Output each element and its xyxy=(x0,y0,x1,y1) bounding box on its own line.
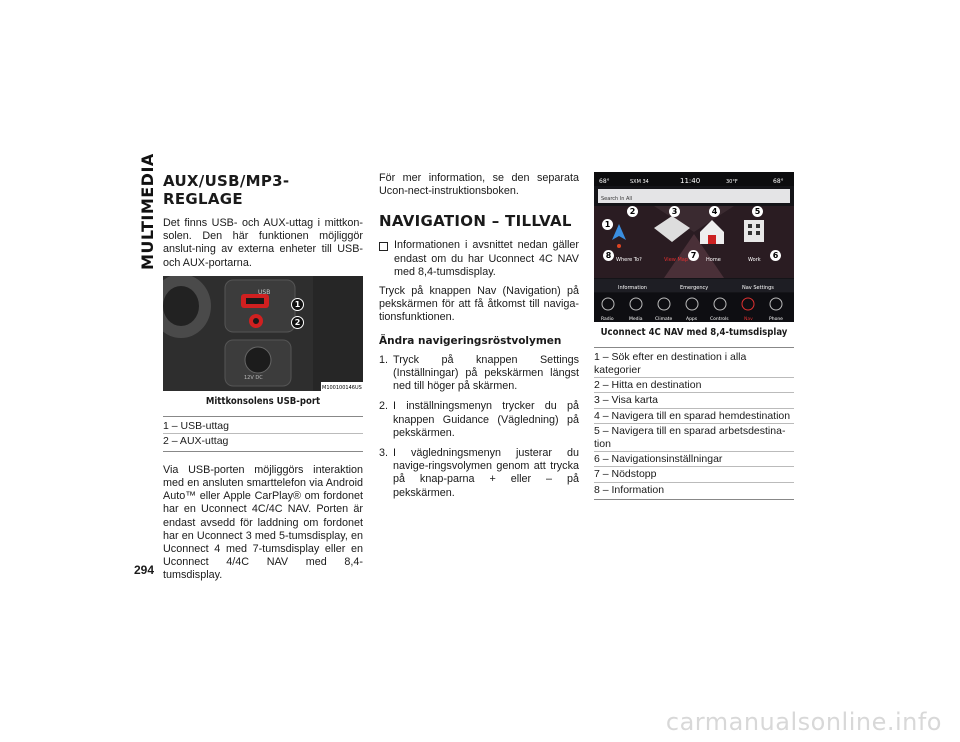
legend-item: 7 – Nödstopp xyxy=(594,467,794,482)
clock: 11:40 xyxy=(680,177,701,185)
dock-phone: Phone xyxy=(769,317,783,322)
nav-note-text: Informationen i avsnittet nedan gäller endast om du har Uconnect 4C NAV med 8,4-tumsdisplay. xyxy=(394,239,579,278)
column-3 xyxy=(594,172,794,512)
legend-item: 8 – Information xyxy=(594,483,665,496)
legend-item: 3 – Visa karta xyxy=(594,393,794,408)
outside-temp: 30°F xyxy=(726,179,738,185)
temp-right: 68° xyxy=(773,178,784,185)
step-item: 3. I vägledningsmenyn justerar du navige-ringsvolymen genom att trycka på knap-parna + eller – på pekskärmen. xyxy=(379,447,579,499)
aux-usb-heading: AUX/USB/MP3-REGLAGE xyxy=(163,172,290,208)
dock-media: Media xyxy=(629,317,643,322)
usb-port-figure xyxy=(163,276,363,391)
bar-emergency: Emergency xyxy=(680,285,709,291)
column-1 xyxy=(163,172,363,589)
legend-item: 5 – Navigera till en sparad arbetsdestina-tion xyxy=(594,424,794,452)
dock-climate: Climate xyxy=(655,317,673,322)
nav-legend xyxy=(594,347,794,500)
tile-work: Work xyxy=(748,257,761,263)
power-outlet-label: 12V DC xyxy=(244,374,263,381)
search-field: Search In All xyxy=(601,196,633,202)
tile-view-map: View Map xyxy=(664,257,689,263)
tile-home: Home xyxy=(706,257,721,263)
temp-left: 68° xyxy=(599,178,610,185)
callout-2: 2 xyxy=(291,316,304,329)
dock-controls: Controls xyxy=(710,317,729,322)
legend-item: 6 – Navigationsinställningar xyxy=(594,452,794,467)
bar-information: Information xyxy=(618,285,647,291)
usb-body: Via USB-porten möjliggörs interaktion med en ansluten smarttelefon via Android Auto™ eller Apple CarPlay® om fordonet har en Uconnect 4C/4C NAV. Porten är endast avsedd för laddning om fordonet har en Uconnect 3 med 5-tumsdisplay, en Uconnect 4 med 7-tumsdisplay eller en Uconnect 4/4C NAV med 8,4-tumsdisplay. xyxy=(163,463,363,582)
voice-volume-subheading: Ändra navigeringsröstvolymen xyxy=(379,334,562,347)
legend-item: 1 – USB-uttag xyxy=(163,419,363,434)
more-info-text: För mer information, se den separata Ucon-nect-instruktionsboken. xyxy=(379,172,579,198)
uconnect-screen-figure xyxy=(594,172,794,322)
nav-note xyxy=(379,239,579,279)
callout-7: 7 xyxy=(688,250,699,261)
callout-4: 4 xyxy=(709,206,720,217)
legend-item: 4 – Navigera till en sparad hemdestination xyxy=(594,409,794,424)
usb-symbol-label: USB xyxy=(258,288,271,296)
tile-where-to: Where To? xyxy=(616,257,642,263)
watermark: carmanualsonline.info xyxy=(665,708,942,736)
callout-1: 1 xyxy=(291,298,304,311)
callout-1: 1 xyxy=(602,219,613,230)
bullet-box-icon xyxy=(379,242,388,251)
navigation-heading: NAVIGATION – TILLVAL xyxy=(379,212,572,231)
bar-nav-settings: Nav Settings xyxy=(742,285,774,291)
nav-access-text: Tryck på knappen Nav (Navigation) på pekskärmen för att få åtkomst till naviga-tionsfunktionen. xyxy=(379,285,579,324)
dock-radio: Radio xyxy=(601,317,614,322)
callout-8: 8 xyxy=(603,250,614,261)
usb-figure-caption: Mittkonsolens USB-port xyxy=(205,395,321,407)
figure-code: M100100146US xyxy=(321,382,363,391)
radio-station: SXM 34 xyxy=(630,179,649,185)
callout-2: 2 xyxy=(627,206,638,217)
section-tab-label: MULTIMEDIA xyxy=(138,153,157,270)
callout-5: 5 xyxy=(752,206,763,217)
legend-item: 1 – Sök efter en destination i alla kategorier xyxy=(594,350,794,378)
aux-usb-intro: Det finns USB- och AUX-uttag i mittkon-solen. Den här funktionen möjliggör anslut-ning av externa enheter till USB- och AUX-portarna. xyxy=(163,217,363,269)
dock-apps: Apps xyxy=(686,317,698,322)
step-item: 1. Tryck på knappen Settings (Inställningar) på pekskärmen längst ned till höger på skärmen. xyxy=(379,353,579,393)
column-2 xyxy=(379,172,579,507)
legend-item: 2 – Hitta en destination xyxy=(594,378,794,393)
callout-6: 6 xyxy=(770,250,781,261)
usb-legend xyxy=(163,416,363,452)
callout-3: 3 xyxy=(669,206,680,217)
volume-steps xyxy=(379,354,579,500)
step-item: 2. I inställningsmenyn trycker du på knappen Guidance (Vägledning) på pekskärmen. xyxy=(379,400,579,439)
legend-item: 2 – AUX-uttag xyxy=(163,435,229,448)
page-number: 294 xyxy=(134,563,155,577)
uconnect-figure-caption: Uconnect 4C NAV med 8,4-tumsdisplay xyxy=(600,327,788,338)
section-tab xyxy=(134,153,158,272)
dock-nav: Nav xyxy=(744,317,753,322)
